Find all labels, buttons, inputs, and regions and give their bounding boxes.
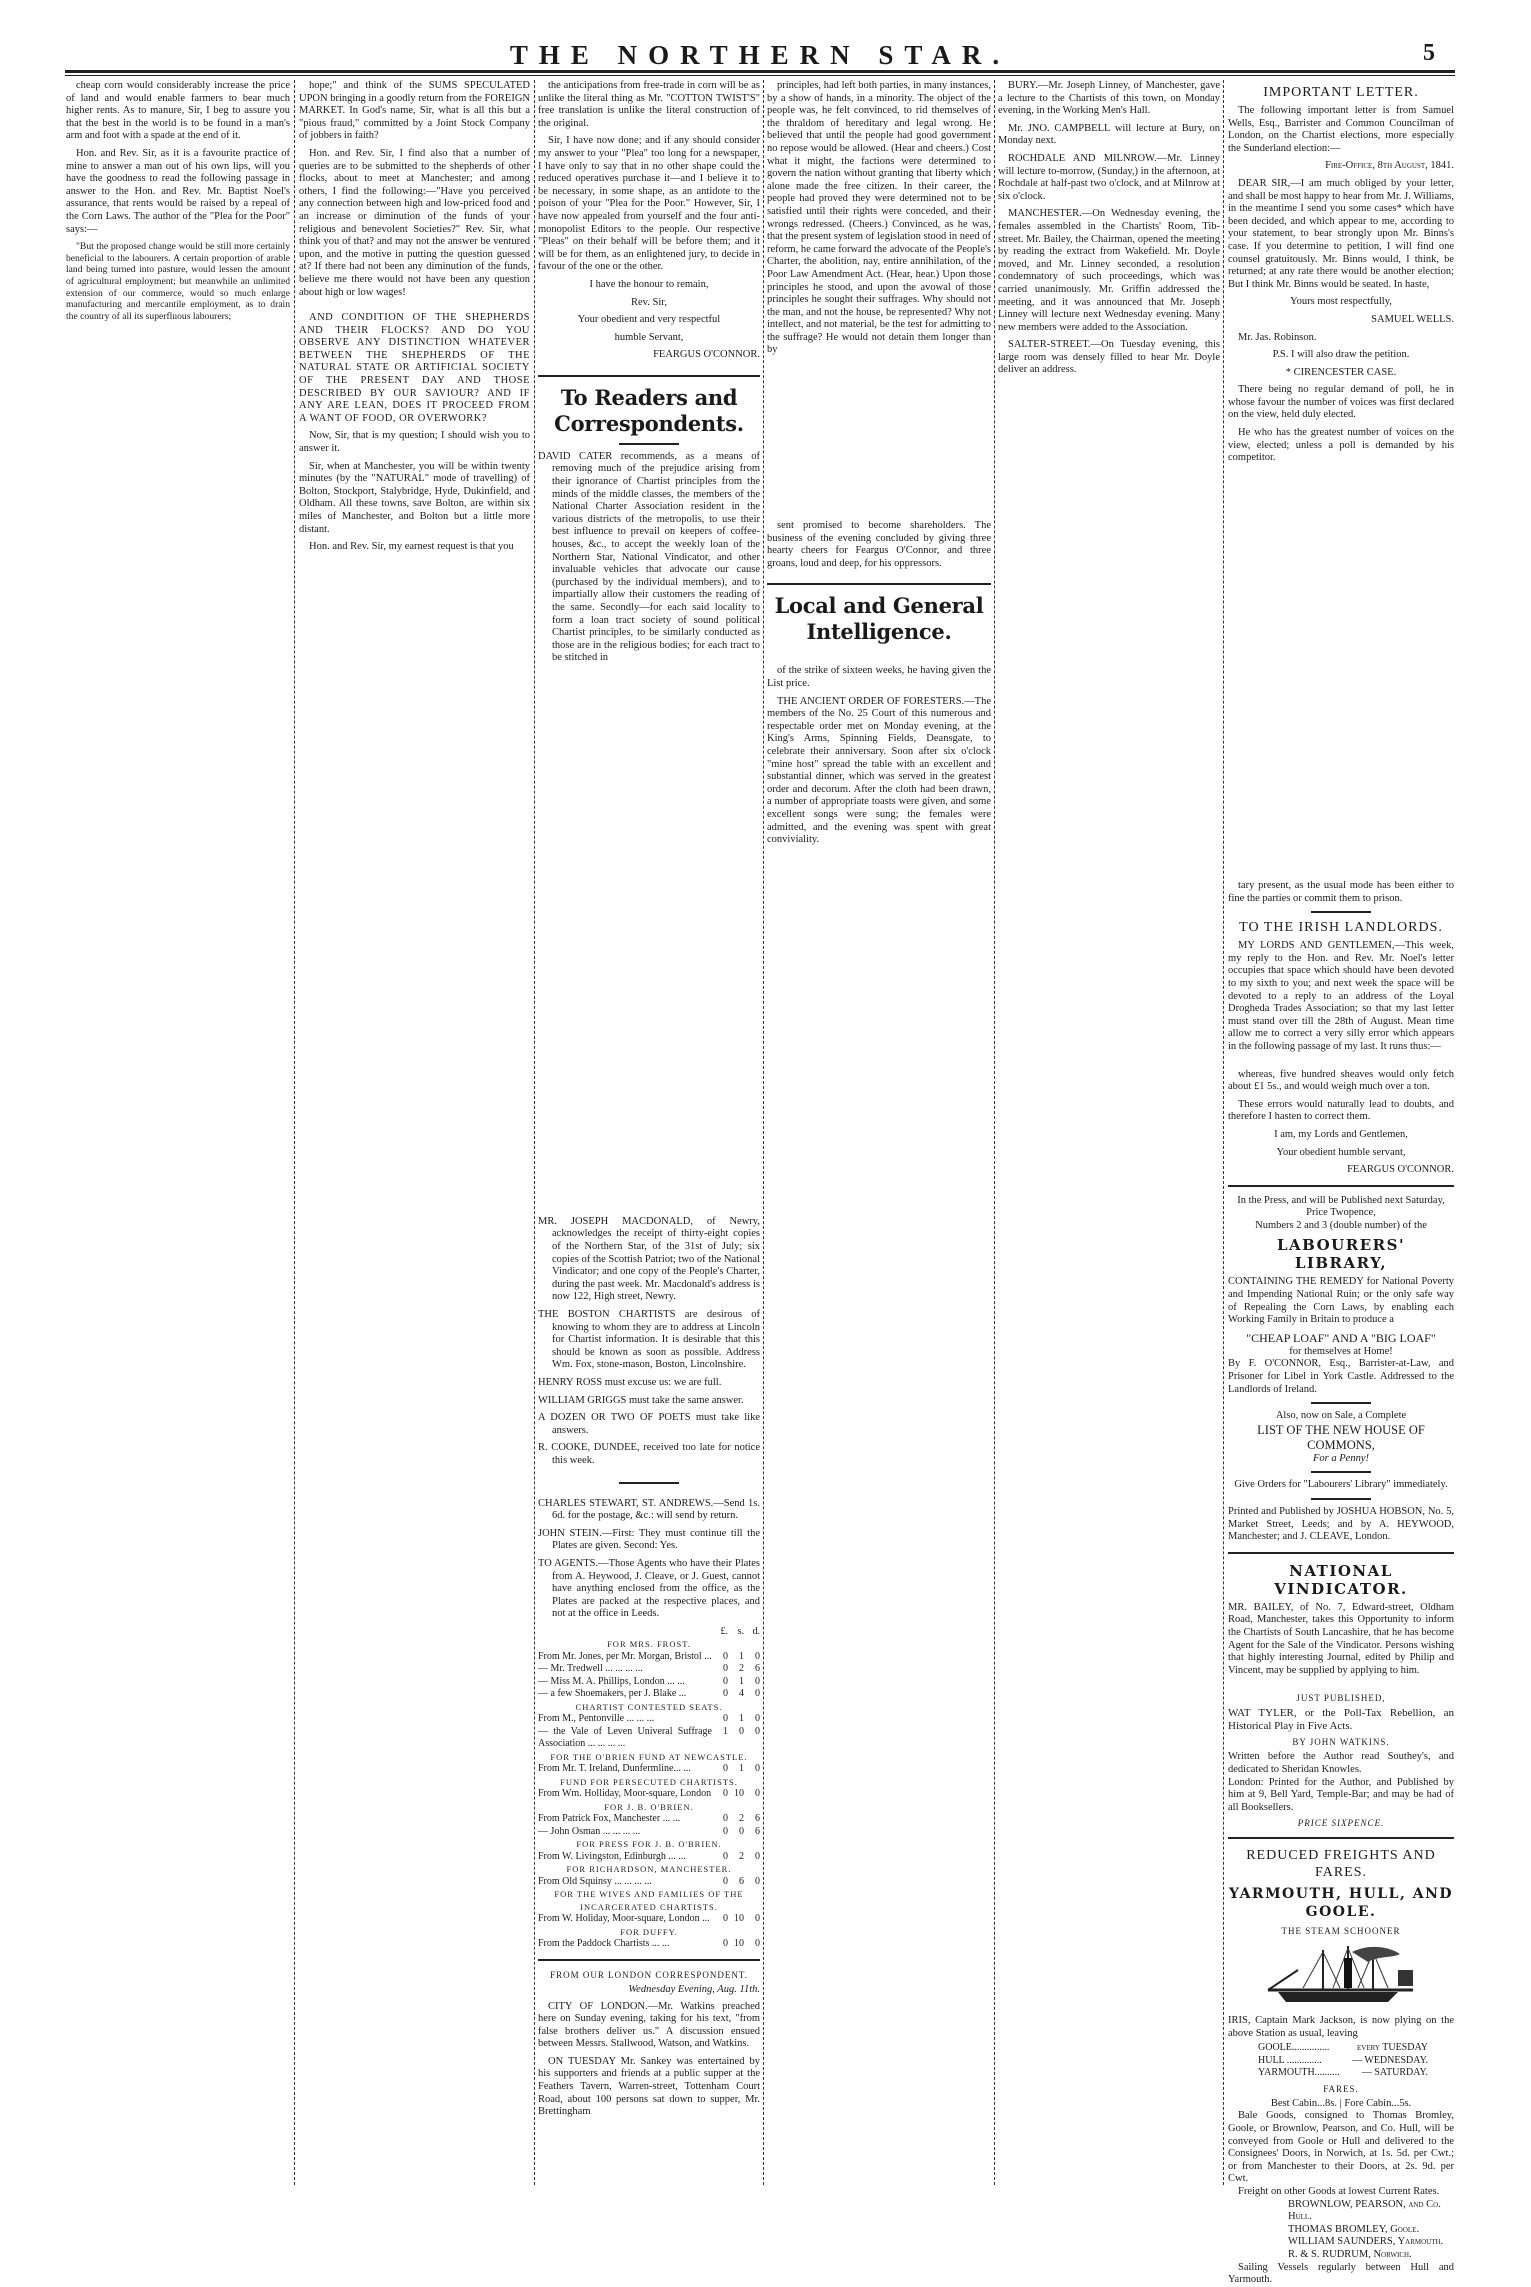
currency-header: s.	[737, 1625, 744, 1637]
paragraph: P.S. I will also draw the petition.	[1272, 349, 1410, 361]
paragraph: THE ANCIENT ORDER OF FORESTERS.—The members of the No. 25 Court of this numerous and respectable order met on Monday evening, at the King's Arms, Spinning Fields, Deansgate, to celebrate their anniversary. Soon after six o'clock "mine host" spread the table with an excellent and substantial dinner, which was served in the greatest order and decorum. After the cloth had been drawn, a number of appropriate toasts were given, and some excellent songs were sung; the females were admitted, and the evening was spent with great conviviality.	[767, 695, 991, 846]
donor: From Mr. T. Ireland, Dunfermline... ...	[538, 1763, 691, 1775]
section-rule	[767, 583, 991, 585]
amount-l: 0	[723, 1813, 728, 1825]
paragraph: * CIRENCESTER CASE.	[1285, 366, 1397, 378]
paragraph: ON TUESDAY Mr. Sankey was entertained by his supporters and friends at a public supper at the Feathers Tavern, Warren-street, Tottenham Court Road, about 100 persons sat down to supper, Mr. Brettingham	[538, 2055, 760, 2118]
column-divider	[534, 80, 535, 2185]
amount-s: 1	[739, 1713, 744, 1725]
article-plea-reply	[66, 80, 290, 327]
ornament-rule	[1311, 1498, 1371, 1500]
fund-heading: FOR J. B. O'BRIEN.	[604, 1801, 694, 1812]
amount-l: 0	[723, 1938, 728, 1950]
donor: From M., Pentonville ... ... ...	[538, 1713, 655, 1725]
agent: R. & S. RUDRUM, Norwich.	[1288, 2249, 1412, 2260]
subscription-row	[538, 1651, 760, 1664]
subscription-row	[538, 1726, 760, 1751]
fund-heading-row	[538, 1838, 760, 1851]
fund-heading: FOR MRS. FROST.	[607, 1639, 691, 1650]
port: HULL ..............	[1258, 2054, 1322, 2066]
amount-l: 0	[723, 1850, 728, 1862]
amount-d: 0	[755, 1688, 760, 1700]
paragraph: MR. JOSEPH MACDONALD, of Newry, acknowledges the receipt of thirty-eight copies of the Northern Star, of the 31st of July; six copies of the Scottish Patriot; two of the National Vindicator; and one copy of the People's Charter, during the past week. Mr. Macdonald's address is now 122, High street, Newry.	[538, 1215, 760, 1303]
amount-s: 1	[739, 1675, 744, 1687]
donor: — John Osman ... ... ... ...	[538, 1825, 641, 1837]
article-end	[767, 520, 991, 575]
paragraph: whereas, five hundred sheaves would only fetch about £1 5s., and would weigh much over a ton.	[1228, 1068, 1454, 1093]
section-rule	[1228, 1837, 1454, 1839]
column-divider	[1223, 80, 1224, 2185]
readers-heading: To Readers and Correspondents.	[554, 384, 744, 436]
ad-body: CONTAINING THE REMEDY for National Poverty and Impending National Ruin; or the only safe way of Repealing the Corn Laws, by enabling each Working Family in Britain to produce a	[1228, 1276, 1454, 1326]
paragraph: SAMUEL WELLS.	[1371, 313, 1454, 325]
section-rule	[538, 1959, 760, 1961]
wat-tyler-note: Written before the Author read Southey's, and dedicated to Sheridan Knowles.	[1228, 1751, 1454, 1775]
notices-list	[538, 1216, 760, 1468]
paragraph: DEAR SIR,—I am much obliged by your letter, and shall be most happy to hear from Mr. J. Williams, in the meantime I send you some cases* which have been decided, and which appear to me, according to your statement, to bear strongly upon Mr. Binns's case. If you determine to petition, I will find one counsel gratuitously. Mr. Binns would, I think, be returned; at any rate there would be another election; But I think Mr. Binns would be seated. In haste,	[1228, 177, 1454, 290]
column-5	[998, 80, 1220, 2185]
amount-l: 0	[723, 1875, 728, 1887]
paragraph: MANCHESTER.—On Wednesday evening, the females assembled in the Chartists' Room, Tib-street. Mr. Bailey, the Chairman, opened the meeting by reading the extract from Wakefield. Mr. Doyle moved, and Mr. Linney seconded, a resolution condemnatory of such proceedings, which was carried unanimously. Mr. Griffin addressed the meeting, and it was announced that Mr. Joseph Linney will lecture next Wednesday evening. Many new members were added to the Association.	[998, 208, 1220, 333]
paragraph: Hon. and Rev. Sir, I find also that a number of queries are to be submitted to the shepherds of other flocks, about to meet at Manchester; and among others, I find the following:—"Have you perceived any connection between high and low-priced food and an increase or diminution of the funds of your religious and benevolent Societies?" Rev. Sir, what think you of that? and may not the answer be ventured upon, and the motive in putting the question guessed at? If there had not been any diminution of the funds, believe me there would not have been any question about high or low wages!	[299, 147, 530, 298]
donor: — a few Shoemakers, per J. Blake ...	[538, 1688, 687, 1700]
subscription-row	[538, 1851, 760, 1864]
notices-list-after	[538, 1498, 760, 1621]
agent: THOMAS BROMLEY, Goole.	[1288, 2223, 1420, 2235]
paragraph: Rev. Sir,	[631, 296, 667, 308]
ad-orders: Give Orders for "Labourers' Library" immediately.	[1234, 1479, 1448, 1491]
fares-prices: Best Cabin...8s. | Fore Cabin...5s.	[1270, 2097, 1412, 2109]
london-date: Wednesday Evening, Aug. 11th.	[628, 1983, 760, 1995]
paragraph: MY LORDS AND GENTLEMEN,—This week, my reply to the Hon. and Rev. Mr. Noel's letter occupies that space which should have been devoted to my sixth to you; and next week the space will be devoted to a reply to an address of the Loyal Drogheda Trades Association; so that my last letter must stand over till the 28th of August. Mean time allow me to correct a very silly error which appears in the following passage of my last. It runs thus:—	[1228, 940, 1454, 1052]
paragraph: Mr. Jas. Robinson.	[1238, 331, 1317, 343]
paragraph: humble Servant,	[614, 331, 684, 343]
labourers-library-ad	[1228, 1195, 1454, 1544]
paragraph: FEARGUS O'CONNOR.	[1347, 1164, 1454, 1176]
paragraph: I am, my Lords and Gentlemen,	[1274, 1128, 1408, 1140]
fund-heading-row	[538, 1751, 760, 1764]
paragraph: FEARGUS O'CONNOR.	[653, 349, 760, 361]
donor: From W. Holiday, Moor-square, London ...	[538, 1913, 710, 1925]
amount-l: 0	[723, 1663, 728, 1675]
paragraph: JOHN STEIN.—First: They must continue till the Plates are given. Second: Yes.	[538, 1527, 760, 1552]
sailing-day: — WEDNESDAY.	[1352, 2054, 1428, 2066]
vindicator-body: MR. BAILEY, of No. 7, Edward-street, Oldham Road, Manchester, takes this Opportunity to inform the Chartists of South Lancashire, that he has become Agent for the Sale of the Vindicator. Persons wishing that highly interesting Journal, edited by Philip and Vincent, may be supplied by applying to him.	[1228, 1601, 1454, 1676]
article-election-speech	[767, 80, 991, 520]
paragraph: "But the proposed change would be still more certainly beneficial to the labourers. A certain proportion of arable land being turned into pasture, would lessen the amount of agricultural employment; but meanwhile an unlimited extension of our commerce, would so much enlarge manufacturing and mercantile employment, as to drain the country of all its superfluous labourers;	[66, 241, 290, 322]
article-shepherds-question	[299, 312, 530, 559]
subscription-row	[538, 1876, 760, 1889]
just-published: JUST PUBLISHED,	[1296, 1693, 1386, 1704]
section-rule	[538, 375, 760, 377]
london-correspondent-heading: FROM OUR LONDON CORRESPONDENT.	[550, 1969, 748, 1980]
agent: WILLIAM SAUNDERS, Yarmouth.	[1288, 2236, 1444, 2248]
fund-heading-row	[538, 1926, 760, 1939]
amount-d: 0	[755, 1725, 760, 1737]
important-letter-heading: IMPORTANT LETTER.	[1263, 85, 1419, 100]
amount-d: 0	[755, 1875, 760, 1887]
paragraph: AND CONDITION OF THE SHEPHERDS AND THEIR FLOCKS? AND DO YOU OBSERVE ANY DISTINCTION WHATEVER BETWEEN THE SHEPHERDS OF THE NATURAL STATE OR ARTIFICIAL SOCIETY OF THE PRESENT DAY AND THOSE DESCRIBED BY OUR SAVIOUR? AND IF ANY ARE LEAN, DOES IT PROCEED FROM A WANT OF FOOD, OR OVERWORK?	[299, 312, 530, 424]
paragraph: There being no regular demand of poll, he in whose favour the number of voices was first declared on the view, held duly elected.	[1228, 384, 1454, 421]
fund-heading: FOR THE O'BRIEN FUND AT NEWCASTLE.	[550, 1751, 748, 1762]
steam-schooner-label: THE STEAM SCHOONER	[1281, 1926, 1401, 1937]
masthead-rule	[65, 70, 1455, 76]
wat-tyler-author: BY JOHN WATKINS.	[1292, 1737, 1390, 1748]
paragraph: Fire-Office, 8th August, 1841.	[1325, 160, 1454, 172]
donor: From Mr. Jones, per Mr. Morgan, Bristol ...	[538, 1650, 712, 1662]
fund-heading: FUND FOR PERSECUTED CHARTISTS.	[560, 1776, 738, 1787]
currency-header: £.	[720, 1625, 728, 1637]
amount-s: 2	[739, 1663, 744, 1675]
column-2	[299, 80, 530, 2185]
amount-d: 0	[755, 1850, 760, 1862]
freights-route: YARMOUTH, HULL, AND GOOLE.	[1228, 1886, 1454, 1921]
amount-s: 4	[739, 1688, 744, 1700]
masthead	[65, 36, 1455, 70]
subscription-row	[538, 1913, 760, 1926]
donor: From W. Livingston, Edinburgh ... ...	[538, 1850, 686, 1862]
ad-printed: Printed and Published by JOSHUA HOBSON, No. 5, Market Street, Leeds; and by A. HEYWOOD, Manchester; and J. CLEAVE, London.	[1228, 1506, 1454, 1543]
iris-notice: IRIS, Captain Mark Jackson, is now plying on the above Station as usual, leaving	[1228, 2014, 1454, 2039]
article-foresters	[767, 665, 991, 851]
paragraph: A DOZEN OR TWO OF POETS must take like answers.	[538, 1412, 760, 1436]
subscriptions-table	[538, 1626, 760, 1951]
paragraph: HENRY ROSS must excuse us: we are full.	[538, 1377, 722, 1388]
paragraph: R. COOKE, DUNDEE, received too late for notice this week.	[538, 1442, 760, 1466]
paragraph: I have the honour to remain,	[589, 278, 709, 290]
national-vindicator-ad	[1228, 1562, 1454, 1678]
amount-d: 6	[755, 1825, 760, 1837]
important-letter	[1228, 80, 1454, 880]
paragraph: DAVID CATER recommends, as a means of removing much of the prejudice arising from their ignorance of Chartist principles from the minds of the middle classes, the members of the National Charter Association resident in the various districts of the metropolis, to use their best influence to prevail on keepers of coffee-houses, &c., to accept the weekly loan of the Northern Star, National Vindicator, and other invaluable vehicles that advocate our cause (purchased by the individual members), and to impartially allow their customers the reading of the same. Secondly—for each said locality to form a loan tract society of sound political Chartist principles, to be similarly conducted as those are in the religious bodies; for each tract to be stitched in	[538, 450, 760, 664]
readers-notices	[538, 451, 760, 665]
subscription-row	[538, 1826, 760, 1839]
donor: From the Paddock Chartists ... ...	[538, 1938, 670, 1950]
local-intelligence-heading: Local and General Intelligence.	[774, 593, 984, 645]
column-3	[538, 80, 760, 2185]
section-rule	[1228, 1552, 1454, 1554]
amount-d: 6	[755, 1663, 760, 1675]
subscription-row	[538, 1713, 760, 1726]
paragraph: CHARLES STEWART, ST. ANDREWS.—Send 1s. 6d. for the postage, &c.: will send by return.	[538, 1497, 760, 1522]
paragraph: Yours most respectfully,	[1290, 296, 1392, 308]
subscription-row	[538, 1813, 760, 1826]
paragraph: CITY OF LONDON.—Mr. Watkins preached here on Sunday evening, taking for his text, "from false brothers deliver us." A discussion ensued between Messrs. Stallwood, Watson, and Watkins.	[538, 2000, 760, 2050]
amount-d: 0	[755, 1675, 760, 1687]
paragraph: ROCHDALE AND MILNROW.—Mr. Linney will lecture to-morrow, (Sunday,) in the afternoon, at Rochdale at half-past two o'clock, and at Milnrow at six o'clock.	[998, 152, 1220, 202]
amount-d: 0	[755, 1913, 760, 1925]
freights-ad	[1228, 1847, 1454, 2286]
amount-l: 0	[723, 1913, 728, 1925]
subscription-row	[538, 1788, 760, 1801]
donor: From Wm. Holliday, Moor-square, London	[538, 1788, 712, 1800]
amount-d: 0	[755, 1938, 760, 1950]
amount-l: 0	[723, 1650, 728, 1662]
paragraph: tary present, as the usual mode has been either to fine the parties or commit them to prison.	[1228, 880, 1454, 904]
irish-letter-end	[1228, 1069, 1454, 1678]
paragraph: Your obedient and very respectful	[577, 314, 721, 326]
amount-s: 0	[739, 1725, 744, 1737]
newspaper-title: THE NORTHERN STAR.	[509, 40, 1011, 70]
fund-heading-row	[538, 1701, 760, 1714]
paragraph: cheap corn would considerably increase the price of land and would enable farmers to bear much higher rents. As to manure, Sir, I beg to assure you that the best in the world is to be found in a man's arm and foot with a spade at the end of it.	[66, 80, 290, 142]
amount-d: 0	[755, 1763, 760, 1775]
fund-heading: FOR PRESS FOR J. B. O'BRIEN.	[576, 1839, 722, 1850]
wat-tyler-publisher: London: Printed for the Author, and Published by him at 9, Bell Yard, Temple-Bar; and may be had of all Booksellers.	[1228, 1776, 1454, 1813]
amount-s: 6	[739, 1875, 744, 1887]
paragraph: principles, had left both parties, in many instances, by a show of hands, in a minority. The object of the people was, he felt convinced, to rid themselves of the thraldom of hereditary and legal wrong. He believed that until the people had good government no repose would be allowed. (Hear and cheers.) Cost what it might, the factions were determined to govern the nation without granting that liberty which alone made the free citizen. In their career, the people had proved they were determined not to be satisfied until their rights were conceded, and their wrongs redressed. (Cheers.) Convinced, as he was, that the present system of legislation stood in need of reform, he came forward the advocate of the People's Charter, the abolition, nay, entire annihilation, of the Poor Law Amendment Act. (Hear, hear.) Upon those principles he stood, and upon the avowal of those principles he sought their suffrages. Why should not the man, and not the house, be represented? Why not intellect, and not material, be the test for admitting to the suffrage? He would not detain them longer than by	[767, 80, 991, 356]
paragraph: Sir, I have now done; and if any should consider my answer to your "Plea" too long for a newspaper, I have only to say that in no other shape could the reduced operatives purchase it—and I believe it to be necessary, in some shape, as an antidote to the poison of your "Plea for the Poor." However, Sir, I have now appealed from yourself and the four anti-monopolist Editors to the people. Our respective "Pleas" on their behalf will be before them; and it will be for them, as an enlightened jury, to decide in favour of the one or the other.	[538, 135, 760, 273]
paragraph: of the strike of sixteen weeks, he having given the List price.	[767, 665, 991, 689]
currency-header: d.	[752, 1625, 760, 1637]
schedule-row	[1258, 2042, 1428, 2055]
paragraph: Now, Sir, that is my question; I should wish you to answer it.	[299, 430, 530, 455]
paragraph: the anticipations from free-trade in corn will be as unlike the literal thing as Mr. "COTTON TWIST'S" free translation is unlike the literal construction of the original.	[538, 80, 760, 129]
wat-tyler-price: PRICE SIXPENCE.	[1297, 1818, 1385, 1829]
fund-heading: CHARTIST CONTESTED SEATS.	[575, 1701, 723, 1712]
amount-l: 0	[723, 1763, 728, 1775]
paragraph: These errors would naturally lead to doubts, and therefore I hasten to correct them.	[1228, 1098, 1454, 1123]
paragraph: hope;" and think of the SUMS SPECULATED UPON bringing in a goodly return from the FOREIGN MARKET. In God's name, Sir, what is all this but a "pious fraud," committed by a Joint Stock Company of jobbers in faith?	[299, 80, 530, 142]
freights-title: REDUCED FREIGHTS AND FARES.	[1246, 1848, 1436, 1881]
column-divider	[294, 80, 295, 2185]
subscription-row	[538, 1688, 760, 1701]
amount-l: 0	[723, 1688, 728, 1700]
irish-letter-body	[1228, 940, 1454, 1053]
ornament-rule	[1311, 1402, 1371, 1404]
wat-tyler-ad	[1228, 1689, 1454, 2286]
amount-s: 2	[739, 1850, 744, 1862]
paragraph: Hon. and Rev. Sir, my earnest request is that you	[309, 541, 514, 553]
ad-intro: In the Press, and will be Published next Saturday, Price Twopence,	[1237, 1194, 1445, 1219]
paragraph: WILLIAM GRIGGS must take the same answer.	[538, 1394, 744, 1406]
amount-s: 1	[739, 1763, 744, 1775]
previous-article-end	[1228, 880, 1454, 905]
ad-home: for themselves at Home!	[1289, 1345, 1393, 1357]
sailing-vessels-notice: Sailing Vessels regularly between Hull and Yarmouth.	[1228, 2261, 1454, 2286]
subscription-row	[538, 1763, 760, 1776]
port: YARMOUTH..........	[1258, 2067, 1340, 2079]
amount-s: 10	[734, 1913, 744, 1925]
paragraph: Hon. and Rev. Sir, as it is a favourite practice of mine to answer a man out of his own lips, will you have the goodness to read the following passage in answer to the Hon. and Rev. Mr. Baptist Noel's assurance, that rents would be raised by a repeal of the Corn Laws. The author of the "Plea for the Poor" says:—	[66, 147, 290, 235]
irish-landlords-heading: TO THE IRISH LANDLORDS.	[1239, 920, 1443, 936]
port: GOOLE...............	[1258, 2042, 1330, 2054]
amount-d: 6	[755, 1813, 760, 1825]
article-conclusion	[538, 80, 760, 367]
london-reports	[538, 2001, 760, 2119]
ad-author: By F. O'CONNOR, Esq., Barrister-at-Law, and Prisoner for Libel in York Castle. Addressed to the Landlords of Ireland.	[1228, 1358, 1454, 1395]
fund-heading-row	[538, 1638, 760, 1651]
paragraph: THE BOSTON CHARTISTS are desirous of knowing to whom they are to address at Lincoln for Chartist information. It is desirable that this should be known as soon as possible. Address Wm. Fox, stone-mason, Boston, Lincolnshire.	[538, 1309, 760, 1371]
donor: From Patrick Fox, Manchester ... ...	[538, 1813, 681, 1825]
column-4	[767, 80, 991, 2185]
fund-heading-row	[538, 1801, 760, 1814]
amount-l: 0	[723, 1713, 728, 1725]
fund-heading: FOR RICHARDSON, MANCHESTER.	[566, 1864, 732, 1875]
ad-penny: For a Penny!	[1313, 1452, 1369, 1464]
section-rule	[1228, 1185, 1454, 1187]
bale-goods-notice: Bale Goods, consigned to Thomas Bromley, Goole, or Brownlow, Pearson, and Co. Hull, will be conveyed from Goole or Hull and delivered to the Consignees' Doors, in Norwich, at 1s. 5d. per Cwt.; or from Manchester to their Doors, at 2s. 9d. per Cwt.	[1228, 2110, 1454, 2185]
schedule-row	[1258, 2067, 1428, 2080]
readers-notices-lower	[538, 1216, 760, 2124]
amount-s: 1	[739, 1650, 744, 1662]
paragraph: Your obedient humble servant,	[1276, 1146, 1406, 1158]
sailing-schedule	[1258, 2042, 1454, 2080]
column-1	[66, 80, 290, 2185]
ornament-rule	[1311, 911, 1371, 913]
fares-label: FARES.	[1323, 2083, 1359, 2094]
wat-tyler-title: WAT TYLER, or the Poll-Tax Rebellion, an Historical Play in Five Acts.	[1228, 1707, 1454, 1733]
fund-heading-row	[538, 1776, 760, 1789]
column-6	[1228, 80, 1454, 2286]
sailing-day: — SATURDAY.	[1361, 2067, 1428, 2079]
ad-numbers: Numbers 2 and 3 (double number) of the	[1255, 1219, 1427, 1231]
amount-l: 0	[723, 1825, 728, 1837]
irish-landlords-letter	[1228, 880, 1454, 1059]
paragraph: BURY.—Mr. Joseph Linney, of Manchester, gave a lecture to the Chartists of this town, on Monday evening, in the Working Men's Hall.	[998, 80, 1220, 117]
amount-s: 10	[734, 1788, 744, 1800]
agent: BROWNLOW, PEARSON, and Co. Hull.	[1288, 2198, 1441, 2223]
paragraph: Mr. JNO. CAMPBELL will lecture at Bury, on Monday next.	[998, 122, 1220, 147]
amount-s: 10	[734, 1938, 744, 1950]
amount-s: 0	[739, 1825, 744, 1837]
irish-letter-closing	[1228, 1069, 1454, 1177]
paragraph: TO AGENTS.—Those Agents who have their Plates from A. Heywood, J. Cleave, or J. Guest, cannot have anything enclosed from the office, as the Plates are packed at the respective places, and not at the office in Leeds.	[538, 1557, 760, 1620]
amount-l: 1	[723, 1725, 728, 1737]
fund-heading: FOR DUFFY.	[620, 1926, 678, 1937]
freight-notice: Freight on other Goods at lowest Current Rates.	[1238, 2186, 1440, 2198]
paragraph: He who has the greatest number of voices on the view, elected; unless a poll is demanded by his competitor.	[1228, 427, 1454, 464]
donor: — Miss M. A. Phillips, London ... ...	[538, 1675, 685, 1687]
paragraph: sent promised to become shareholders. The business of the evening concluded by giving three hearty cheers for Feargus O'Connor, and three groans, loud and deep, for his oppressors.	[767, 520, 991, 569]
subscription-row	[538, 1938, 760, 1951]
ad-also: Also, now on Sale, a Complete	[1275, 1410, 1407, 1422]
amount-d: 0	[755, 1650, 760, 1662]
donor: — the Vale of Leven Univeral Suffrage Association ... ... ... ...	[538, 1725, 712, 1750]
sailing-day: every TUESDAY	[1356, 2042, 1428, 2054]
labourers-library-title: LABOURERS' LIBRARY,	[1276, 1236, 1406, 1273]
donor: From Old Squinsy ... ... ... ...	[538, 1875, 652, 1887]
ad-loaf: "CHEAP LOAF" AND A "BIG LOAF"	[1246, 1330, 1436, 1345]
ornament-rule	[619, 1482, 679, 1484]
fund-heading: FOR THE WIVES AND FAMILIES OF THE INCARCERATED CHARTISTS.	[554, 1889, 744, 1912]
ornament-rule	[1311, 1471, 1371, 1473]
page-number: 5	[1423, 40, 1435, 66]
subscription-row	[538, 1676, 760, 1689]
schedule-row	[1258, 2055, 1428, 2068]
amount-s: 2	[739, 1813, 744, 1825]
column-divider	[763, 80, 764, 2185]
paragraph: SALTER-STREET.—On Tuesday evening, this large room was densely filled to hear Mr. Doyle deliver an address.	[998, 339, 1220, 376]
paragraph: Sir, when at Manchester, you will be within twenty minutes (by the "NATURAL" mode of travelling) of Bolton, Stockport, Stalybridge, Hyde, Dukinfield, and Oldham. All these towns, save Bolton, are within six miles of Manchester, and Bolton but a little more distant.	[299, 460, 530, 535]
amount-d: 0	[755, 1713, 760, 1725]
amount-l: 0	[723, 1788, 728, 1800]
chartist-reports	[998, 80, 1220, 382]
agents-list	[1228, 2199, 1454, 2262]
ad-list-commons: LIST OF THE NEW HOUSE OF COMMONS,	[1257, 1422, 1425, 1452]
fund-heading-row	[538, 1863, 760, 1876]
amount-d: 0	[755, 1788, 760, 1800]
currency-header-row	[538, 1626, 760, 1639]
article-continued	[299, 80, 530, 304]
local-section-header	[767, 575, 991, 665]
paragraph: The following important letter is from Samuel Wells, Esq., Barrister and Common Councilman of London, on the Chartist elections, more especially the Sunderland election:—	[1228, 105, 1454, 154]
readers-section	[538, 367, 760, 1216]
letter-body	[1228, 105, 1454, 465]
vindicator-title: NATIONAL VINDICATOR.	[1274, 1561, 1408, 1598]
fund-heading-row	[538, 1888, 760, 1913]
subscription-row	[538, 1663, 760, 1676]
amount-l: 0	[723, 1675, 728, 1687]
column-divider	[994, 80, 995, 2185]
donor: — Mr. Tredwell ... ... ... ...	[538, 1663, 643, 1675]
ornament-rule	[619, 443, 679, 445]
steam-schooner-illustration	[1228, 1940, 1454, 2006]
